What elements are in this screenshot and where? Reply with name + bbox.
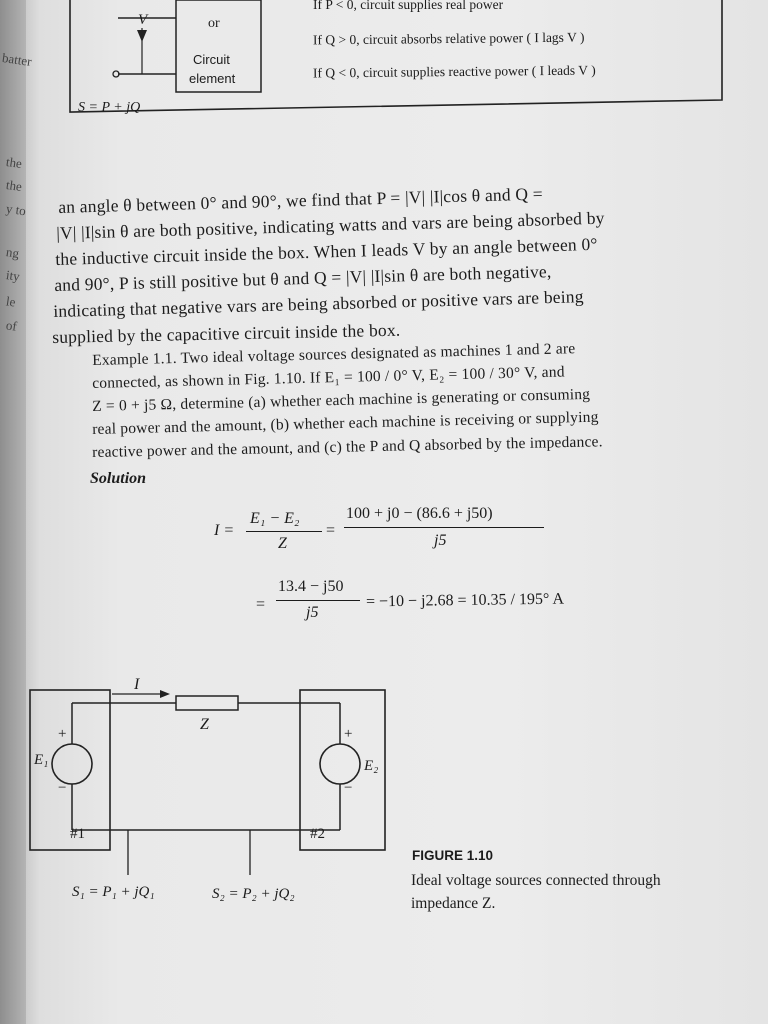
eq1-denominator-2: j5 bbox=[434, 532, 447, 549]
e1-minus: − bbox=[58, 780, 67, 796]
e2-minus: − bbox=[344, 780, 353, 796]
machine-2-label: #2 bbox=[310, 826, 325, 842]
margin-word: the bbox=[5, 153, 23, 172]
complex-power-label: S = P + jQ bbox=[78, 100, 141, 115]
margin-word: le bbox=[5, 293, 17, 310]
rule-real-power: If P < 0, circuit supplies real power bbox=[313, 0, 504, 12]
s2-label: S₂ = P₂ + jQ₂ bbox=[212, 886, 295, 902]
solution-heading: Solution bbox=[90, 470, 147, 487]
s1-label: S₁ = P₁ + jQ₁ bbox=[72, 884, 155, 900]
current-arrow bbox=[137, 30, 147, 42]
figure-caption-line-1: Ideal voltage sources connected through bbox=[411, 872, 661, 889]
example-line: connected, as shown in Fig. 1.10. If E₁ = 100 / 0° V, E₂ = 100 / 30° V, and bbox=[92, 363, 565, 392]
margin-word: y to bbox=[5, 200, 27, 219]
eq2-numerator: 13.4 − j50 bbox=[278, 578, 344, 595]
example-line: reactive power and the amount, and (c) the P and Q absorbed by the impedance. bbox=[92, 433, 603, 461]
circuit-element-label-2: element bbox=[189, 71, 236, 86]
eq1-lhs: I = bbox=[214, 522, 235, 539]
or-label: or bbox=[208, 16, 220, 31]
source-e2 bbox=[320, 744, 360, 784]
margin-word: the bbox=[5, 176, 23, 195]
paragraph-line: supplied by the capacitive circuit inside the box. bbox=[52, 319, 401, 347]
margin-word: of bbox=[5, 317, 18, 334]
eq1-denominator: Z bbox=[278, 535, 287, 552]
margin-word: batter bbox=[1, 50, 33, 69]
e1-label: E₁ bbox=[34, 752, 49, 768]
current-arrow-i bbox=[160, 690, 170, 698]
circuit-element-label-1: Circuit bbox=[193, 52, 230, 67]
rule-absorbs-reactive: If Q > 0, circuit absorbs relative power ( I lags V ) bbox=[312, 29, 585, 48]
rule-supplies-reactive: If Q < 0, circuit supplies reactive power ( I leads V ) bbox=[312, 62, 596, 81]
paragraph-line: an angle θ between 0° and 90°, we find that P = |V| |I|cos θ and Q = bbox=[58, 183, 544, 217]
example-line: real power and the amount, (b) whether each machine is receiving or supplying bbox=[92, 408, 599, 438]
fraction-bar bbox=[246, 531, 322, 532]
example-line: Example 1.1. Two ideal voltage sources designated as machines 1 and 2 are bbox=[92, 340, 576, 369]
eq1-numerator: E₁ − E₂ bbox=[250, 510, 300, 527]
figure-caption-line-2: impedance Z. bbox=[411, 895, 496, 912]
figure-number: FIGURE 1.10 bbox=[412, 848, 494, 863]
eq2-result: = −10 − j2.68 = 10.35 / 195° A bbox=[365, 590, 565, 611]
paragraph-line: the inductive circuit inside the box. When I leads V by an angle between 0° bbox=[55, 233, 598, 269]
eq1-equals: = bbox=[326, 522, 336, 539]
margin-word: ity bbox=[5, 267, 21, 284]
e2-label: E₂ bbox=[364, 758, 379, 774]
fraction-bar bbox=[344, 527, 544, 528]
impedance-z-box bbox=[176, 696, 238, 710]
machine-1-label: #1 bbox=[70, 826, 85, 842]
margin-word: ng bbox=[5, 244, 21, 261]
eq2-denominator: j5 bbox=[306, 604, 319, 621]
e1-plus: + bbox=[58, 726, 67, 742]
paragraph-line: indicating that negative vars are being absorbed or positive vars are being bbox=[53, 286, 584, 321]
eq2-equals: = bbox=[256, 596, 266, 613]
voltage-label: V bbox=[138, 12, 148, 28]
paragraph-line: and 90°, P is still positive but θ and Q = |V| |I|sin θ are both negative, bbox=[54, 261, 552, 295]
fraction-bar bbox=[276, 600, 360, 601]
example-line: Z = 0 + j5 Ω, determine (a) whether each machine is generating or consuming bbox=[92, 385, 591, 415]
e2-plus: + bbox=[344, 726, 353, 742]
impedance-label: Z bbox=[200, 716, 209, 733]
paragraph-line: |V| |I|sin θ are both positive, indicating watts and vars are being absorbed by bbox=[56, 207, 605, 243]
top-figure-frame bbox=[70, 0, 722, 112]
source-e1 bbox=[52, 744, 92, 784]
current-label: I bbox=[134, 676, 140, 693]
eq1-numerator-2: 100 + j0 − (86.6 + j50) bbox=[346, 505, 493, 522]
